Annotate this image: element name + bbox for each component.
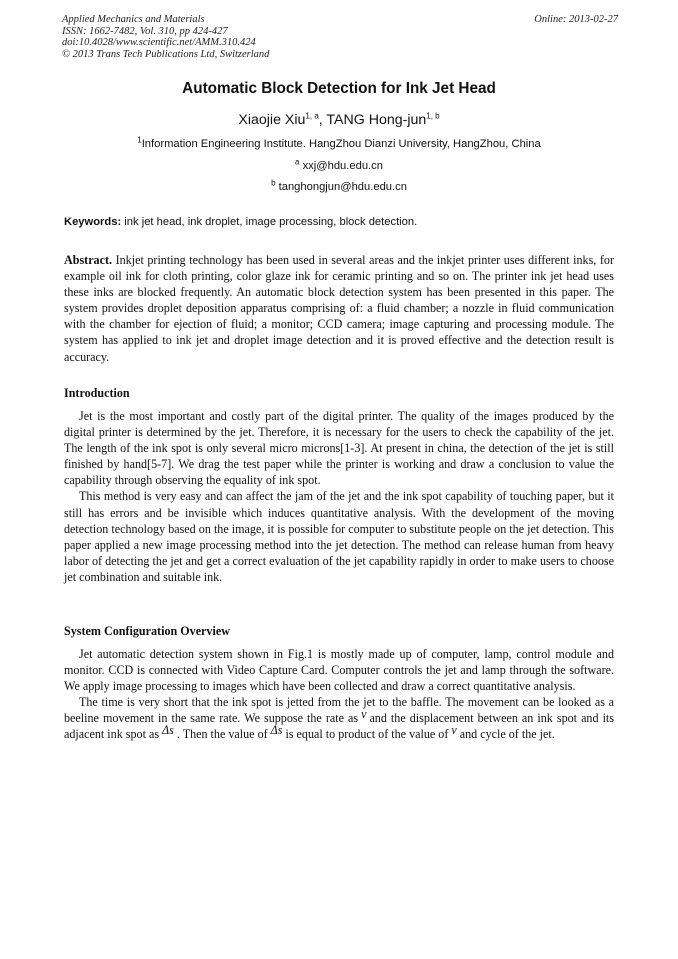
introduction-body <box>64 408 614 585</box>
keywords-label: Keywords: <box>64 216 122 228</box>
system-p2-part-e: and cycle of the jet. <box>459 727 555 742</box>
abstract-label: Abstract. <box>64 253 113 267</box>
email-a-address: xxj@hdu.edu.cn <box>299 160 383 172</box>
intro-paragraph-1: Jet is the most important and costly part of the digital printer. The quality of the images produced by the digital printer is determined by the jet. Therefore, it is necessary for the users to check the capability of the jet. The length of the ink spot is only several micro microns[1-3]. At present in china, the detection of the jet is still finished by hand[5-7]. We drag the test paper while the printer is working and draw a conclusion to value the capability through observing the equality of ink spot. <box>64 409 614 488</box>
author-separator: , <box>318 112 327 128</box>
system-p2-part-a: The time is very short that the ink spot is jetted from the jet to the baffle. The movement can be looked as a beeline movement in the same rate. We suppose the rate as <box>64 695 614 726</box>
abstract <box>64 252 614 365</box>
copyright-line: © 2013 Trans Tech Publications Ltd, Switzerland <box>62 48 270 60</box>
email-b <box>0 178 678 193</box>
math-delta-s-2: Δs <box>270 723 283 738</box>
author-1-affil: 1, a <box>305 111 319 121</box>
author-2: TANG Hong-jun <box>326 112 427 128</box>
email-a <box>0 157 678 172</box>
journal-name: Applied Mechanics and Materials <box>62 14 205 25</box>
system-body <box>64 646 614 743</box>
math-v: v <box>361 707 367 722</box>
paper-title: Automatic Block Detection for Ink Jet Head <box>182 80 496 97</box>
doi-line: doi:10.4028/www.scientific.net/AMM.310.424 <box>62 37 256 49</box>
system-paragraph-2 <box>64 694 614 742</box>
keywords <box>64 216 614 228</box>
introduction-heading: Introduction <box>64 386 130 400</box>
author-2-affil: 1, b <box>426 111 440 121</box>
email-a-marker: a <box>295 157 300 167</box>
math-v-2: v <box>451 723 457 738</box>
affiliation <box>0 135 678 150</box>
author-line <box>0 112 678 128</box>
system-paragraph-1: Jet automatic detection system shown in Fig.1 is mostly made up of computer, lamp, control module and monitor. CCD is connected with Video Capture Card. Computer controls the jet and lamp through the software. We apply image processing to images which have been collected and draw a correct quantitative analysis. <box>64 647 614 694</box>
intro-paragraph-2: This method is very easy and can affect the jam of the jet and the ink spot capability of touching paper, but it still has errors and be invisible which induces quantitative analysis. With the development of the moving detection technology based on the image, it is possible for computer to substitute people on the jet detection. This paper applied a new image processing method into the jet detection. The method can release human from heavy labor of detecting the jet and get a correct evaluation of the jet capability rapidly in order to make users to choose jet combination and suitable ink. <box>64 489 614 584</box>
email-b-address: tanghongjun@hdu.edu.cn <box>275 181 407 193</box>
system-p2-part-b: and the displacement between an ink spot and its adjacent ink spot as <box>64 711 614 742</box>
math-delta-s: Δs <box>162 723 174 738</box>
issn-line: ISSN: 1662-7482, Vol. 310, pp 424-427 <box>62 25 228 37</box>
keywords-text: ink jet head, ink droplet, image processing, block detection. <box>121 216 418 228</box>
journal-header <box>62 14 618 60</box>
affiliation-number: 1 <box>137 135 142 145</box>
affiliation-text: Information Engineering Institute. HangZhou Dianzi University, HangZhou, China <box>141 138 541 150</box>
system-p2-part-d: is equal to product of the value of <box>285 727 449 742</box>
system-p2-part-c: . Then the value of <box>176 727 268 742</box>
author-1: Xiaojie Xiu <box>238 112 306 128</box>
online-date: Online: 2013-02-27 <box>534 14 618 25</box>
abstract-text: Inkjet printing technology has been used in several areas and the inkjet printer uses different inks, for example oil ink for cloth printing, color glaze ink for ceramic printing and so on. The printer ink jet head uses these inks are blocked frequently. An automatic block detection system has been presented in this paper. The system provides droplet deposition apparatus comprising of: a fluid chamber; a nozzle in fluid communication with the chamber for ejection of fluid; a monitor; CCD camera; image capturing and processing module. The system has applied to ink jet and droplet image detection and it is proved effective and the detection result is accuracy. <box>64 253 614 364</box>
system-heading: System Configuration Overview <box>64 624 230 638</box>
email-b-marker: b <box>271 178 276 188</box>
